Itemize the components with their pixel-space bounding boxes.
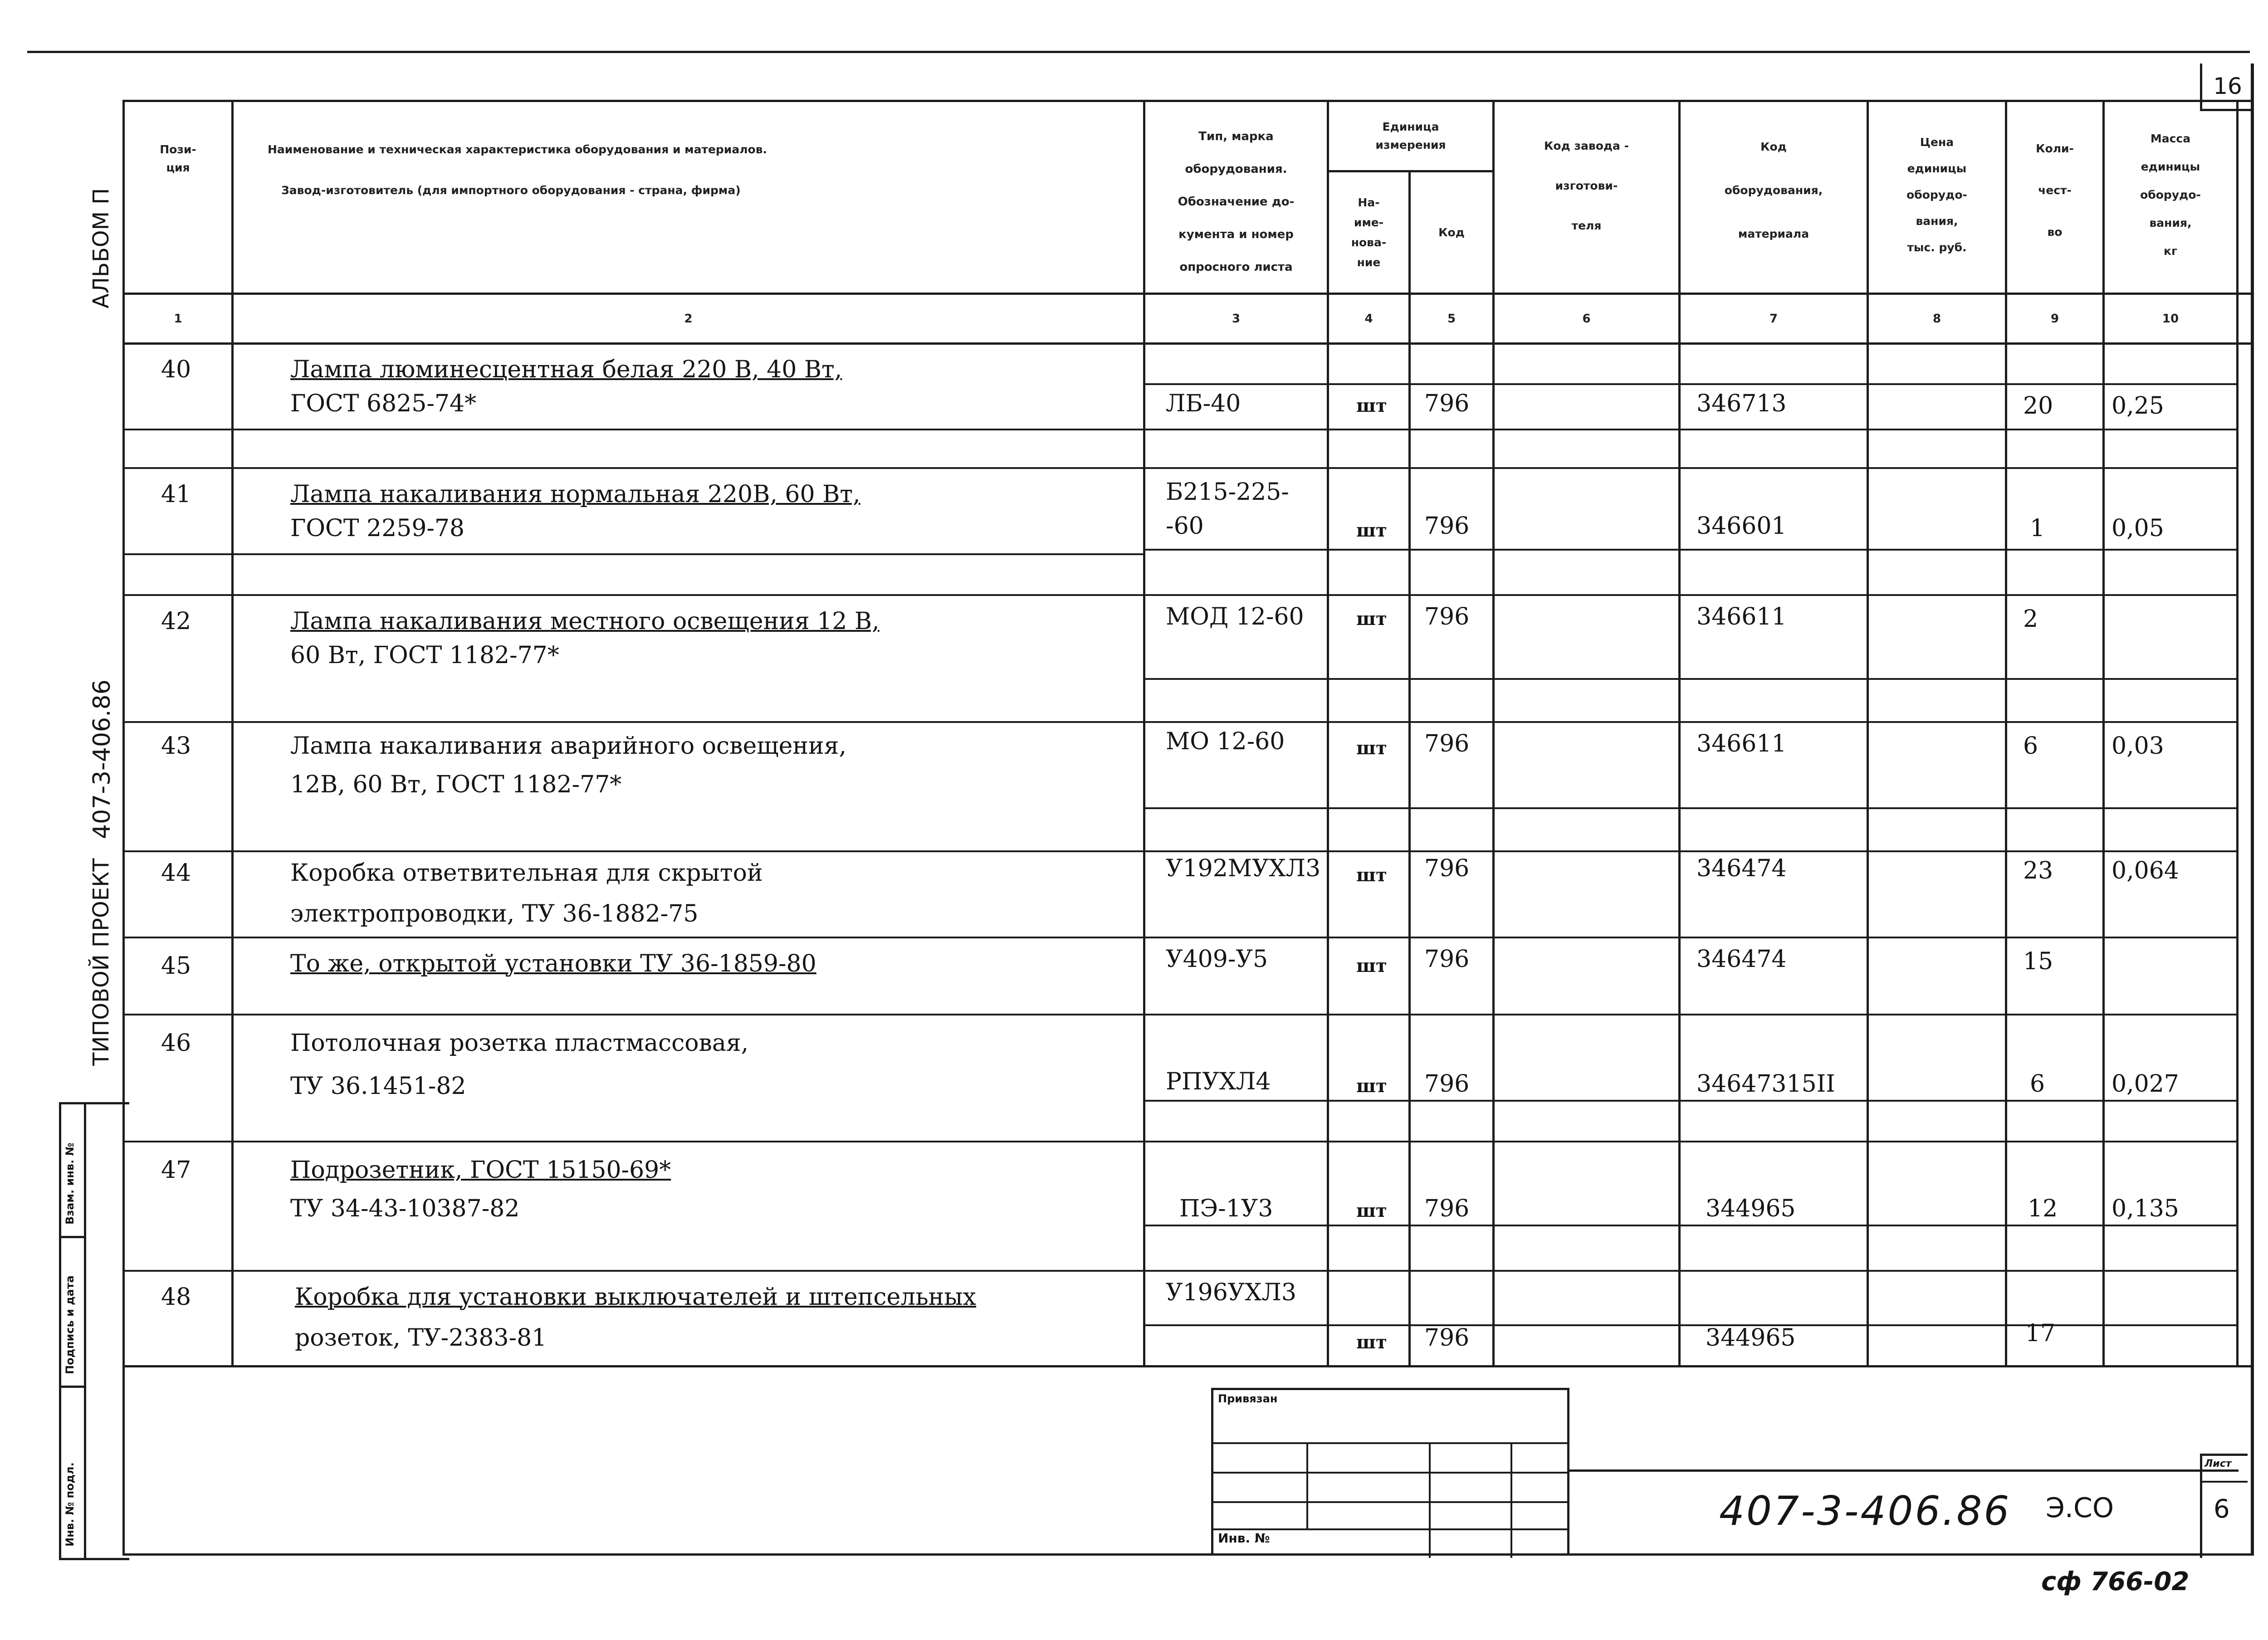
row-43-name2: 12В, 60 Вт, ГОСТ 1182-77* (290, 771, 622, 798)
row-47-mass: 0,135 (2112, 1195, 2179, 1222)
col-num-6: 6 (1582, 312, 1591, 326)
row-40-name1: Лампа люминесцентная белая 220 В, 40 Вт, (290, 356, 842, 383)
col-num-1: 1 (174, 312, 182, 326)
row-48-qty: 17 (2025, 1320, 2056, 1347)
col-num-10: 10 (2162, 312, 2179, 326)
row-48-pos: 48 (161, 1284, 191, 1311)
row-45-unit: шт (1356, 955, 1387, 976)
row-45-pos: 45 (161, 952, 191, 980)
row-44-name1: Коробка ответвительная для скрытой (290, 859, 763, 887)
row-41-code: 796 (1424, 512, 1470, 540)
row-47-name1: Подрозетник, ГОСТ 15150-69* (290, 1157, 671, 1184)
privyazan-label: Привязан (1218, 1392, 1278, 1405)
row-44-pos: 44 (161, 859, 191, 887)
row-44-unit: шт (1356, 864, 1387, 886)
row-46-name2: ТУ 36.1451-82 (290, 1073, 466, 1100)
row-46-mass: 0,027 (2112, 1070, 2179, 1098)
row-41-equip: 346601 (1696, 512, 1787, 540)
row-44-mass: 0,064 (2112, 857, 2179, 884)
header-quantity: Коли- чест- во (2036, 142, 2074, 239)
row-46-code: 796 (1424, 1070, 1470, 1098)
row-41-type2: -60 (1166, 512, 1204, 540)
row-46-equip: 34647315II (1696, 1070, 1835, 1098)
side-code: 407-3-406.86 (88, 679, 116, 839)
side-cell-vzam: Взам. инв. № (64, 1142, 76, 1225)
top-rule (27, 51, 2250, 53)
row-48-equip: 344965 (1706, 1324, 1796, 1352)
side-cell-inv: Инв. № подл. (64, 1462, 76, 1547)
row-40-code: 796 (1424, 390, 1470, 417)
col-num-4: 4 (1364, 312, 1373, 326)
row-43-qty: 6 (2023, 732, 2038, 760)
col-num-5: 5 (1447, 312, 1456, 326)
row-40-type: ЛБ-40 (1166, 390, 1241, 417)
spec-table (122, 100, 2254, 1556)
page-number: 16 (2213, 73, 2242, 99)
row-41-qty: 1 (2030, 515, 2045, 542)
row-42-qty: 2 (2023, 605, 2038, 633)
row-41-unit: шт (1356, 520, 1387, 541)
row-48-code: 796 (1424, 1324, 1470, 1352)
row-41-name2: ГОСТ 2259-78 (290, 515, 465, 542)
side-project: ТИПОВОЙ ПРОЕКТ (88, 858, 114, 1066)
sheet-number: 6 (2214, 1494, 2230, 1524)
header-factory-code: Код завода - изготови- теля (1544, 139, 1629, 232)
row-41-mass: 0,05 (2112, 515, 2164, 542)
row-43-pos: 43 (161, 732, 191, 760)
row-42-name2: 60 Вт, ГОСТ 1182-77* (290, 642, 559, 669)
row-41-pos: 41 (161, 481, 191, 508)
row-44-qty: 23 (2023, 857, 2053, 884)
row-40-name2: ГОСТ 6825-74* (290, 390, 477, 417)
row-47-unit: шт (1356, 1200, 1387, 1221)
row-46-type: РПУХЛ4 (1166, 1068, 1271, 1095)
header-unit: Единица измерения (1375, 120, 1446, 151)
row-48-type: У196УХЛ3 (1166, 1279, 1296, 1306)
row-47-code: 796 (1424, 1195, 1470, 1222)
row-40-unit: шт (1356, 395, 1387, 416)
row-43-unit: шт (1356, 737, 1387, 759)
row-47-type: ПЭ-1У3 (1179, 1195, 1273, 1222)
header-name-line1: Наименование и техническая характеристика оборудования и материалов. (268, 143, 767, 156)
row-42-code: 796 (1424, 603, 1470, 630)
row-43-mass: 0,03 (2112, 732, 2164, 760)
col-num-7: 7 (1769, 312, 1778, 326)
row-42-pos: 42 (161, 608, 191, 635)
row-44-name2: электропроводки, ТУ 36-1882-75 (290, 900, 699, 927)
row-42-type: МОД 12-60 (1166, 603, 1304, 630)
row-43-code: 796 (1424, 730, 1470, 757)
footer-note: сф 766-02 (2041, 1567, 2190, 1596)
row-45-qty: 15 (2023, 948, 2053, 975)
row-47-qty: 12 (2028, 1195, 2058, 1222)
row-40-pos: 40 (161, 356, 191, 383)
side-album: АЛЬБОМ П (88, 188, 114, 308)
row-46-unit: шт (1356, 1075, 1387, 1097)
row-42-name1: Лампа накаливания местного освещения 12 В, (290, 608, 880, 635)
header-equipment-code: Код оборудования, материала (1724, 140, 1823, 240)
row-43-type: МО 12-60 (1166, 728, 1285, 755)
row-48-name1: Коробка для установки выключателей и штепсельных (295, 1284, 977, 1311)
row-40-equip: 346713 (1696, 390, 1787, 417)
row-47-equip: 344965 (1706, 1195, 1796, 1222)
row-45-type: У409-У5 (1166, 946, 1268, 973)
row-46-qty: 6 (2030, 1070, 2045, 1098)
row-41-type1: Б215-225- (1166, 478, 1289, 506)
section-code: Э.СО (2046, 1492, 2114, 1524)
header-position: Пози- ция (160, 143, 196, 174)
row-45-equip: 346474 (1696, 946, 1787, 973)
row-44-equip: 346474 (1696, 855, 1787, 882)
row-41-name1: Лампа накаливания нормальная 220В, 60 Вт, (290, 481, 860, 508)
row-46-pos: 46 (161, 1030, 191, 1057)
row-47-name2: ТУ 34-43-10387-82 (290, 1195, 520, 1222)
header-type: Тип, марка оборудования. Обозначение до- кумента и номер опросного листа (1178, 130, 1295, 274)
row-42-equip: 346611 (1696, 603, 1787, 630)
header-name-line2: Завод-изготовитель (для импортного оборудования - страна, фирма) (281, 184, 741, 197)
row-43-equip: 346611 (1696, 730, 1787, 757)
row-48-unit: шт (1356, 1332, 1387, 1353)
inv-label: Инв. № (1218, 1531, 1270, 1546)
row-43-name1: Лампа накаливания аварийного освещения, (290, 732, 846, 760)
row-44-code: 796 (1424, 855, 1470, 882)
row-44-type: У192МУХЛ3 (1166, 855, 1321, 882)
header-price: Цена единицы оборудо- вания, тыс. руб. (1906, 136, 1967, 254)
row-48-name2: розеток, ТУ-2383-81 (295, 1324, 547, 1352)
doc-code: 407-3-406.86 (1719, 1488, 2011, 1534)
header-unit-name: На- име- нова- ние (1351, 195, 1387, 269)
header-unit-code: Код (1438, 225, 1465, 239)
row-46-name1: Потолочная розетка пластмассовая, (290, 1030, 749, 1057)
side-cell-podpis: Подпись и дата (64, 1275, 76, 1374)
row-47-pos: 47 (161, 1157, 191, 1184)
col-num-8: 8 (1932, 312, 1941, 326)
col-num-9: 9 (2050, 312, 2059, 326)
row-45-name1: То же, открытой установки ТУ 36-1859-80 (290, 950, 816, 977)
row-45-code: 796 (1424, 946, 1470, 973)
sheet-label: Лист (2204, 1458, 2232, 1469)
col-num-3: 3 (1232, 312, 1241, 326)
row-40-qty: 20 (2023, 392, 2053, 420)
row-42-unit: шт (1356, 608, 1387, 630)
header-mass: Масса единицы оборудо- вания, кг (2140, 132, 2201, 258)
col-num-2: 2 (684, 312, 693, 326)
row-40-mass: 0,25 (2112, 392, 2164, 420)
